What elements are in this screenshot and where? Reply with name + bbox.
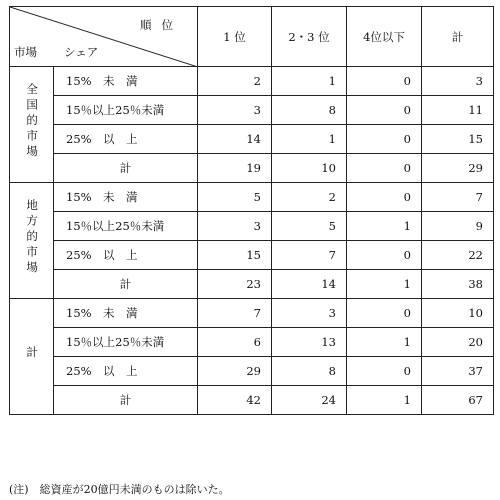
table-row	[10, 154, 494, 183]
share-cell: 25% 以 上	[54, 125, 198, 154]
table-row	[10, 212, 494, 241]
value-cell: 14	[272, 270, 347, 299]
value-cell: 29	[198, 357, 272, 386]
share-cell: 25% 以 上	[54, 241, 198, 270]
value-cell: 3	[272, 299, 347, 328]
value-cell: 9	[422, 212, 494, 241]
table-row	[10, 328, 494, 357]
value-cell: 0	[347, 154, 422, 183]
share-cell: 15% 未 満	[54, 299, 198, 328]
market-cell	[10, 299, 54, 415]
value-cell: 8	[272, 357, 347, 386]
value-cell: 3	[198, 212, 272, 241]
value-cell: 11	[422, 96, 494, 125]
value-cell: 1	[347, 328, 422, 357]
value-cell: 0	[347, 183, 422, 212]
value-cell: 15	[422, 125, 494, 154]
header-row	[10, 7, 494, 67]
market-cell	[10, 183, 54, 299]
value-cell: 24	[272, 386, 347, 415]
value-cell: 3	[198, 96, 272, 125]
table-row	[10, 96, 494, 125]
value-cell: 42	[198, 386, 272, 415]
share-label: シェア	[64, 45, 99, 59]
value-cell: 0	[347, 299, 422, 328]
value-cell: 2	[272, 183, 347, 212]
value-cell: 67	[422, 386, 494, 415]
market-name: 全国的市場	[25, 83, 40, 161]
ranking-share-table	[9, 6, 494, 415]
value-cell: 23	[198, 270, 272, 299]
table-row	[10, 386, 494, 415]
value-cell: 1	[272, 125, 347, 154]
value-cell: 5	[272, 212, 347, 241]
value-cell: 1	[347, 386, 422, 415]
share-cell: 15％以上25％未満	[54, 212, 198, 241]
value-cell: 8	[272, 96, 347, 125]
share-cell: 15％以上25％未満	[54, 96, 198, 125]
value-cell: 2	[198, 67, 272, 96]
value-cell: 22	[422, 241, 494, 270]
value-cell: 15	[198, 241, 272, 270]
value-cell: 1	[272, 67, 347, 96]
share-cell: 15% 未 満	[54, 67, 198, 96]
value-cell: 7	[422, 183, 494, 212]
footnote: (注) 総資産が20億円未満のものは除いた。	[9, 483, 230, 496]
table-row	[10, 270, 494, 299]
col-header-total: 計	[422, 7, 494, 67]
market-cell	[10, 67, 54, 183]
value-cell: 38	[422, 270, 494, 299]
share-cell: 計	[54, 154, 198, 183]
share-cell: 計	[54, 270, 198, 299]
table-row	[10, 357, 494, 386]
value-cell: 0	[347, 96, 422, 125]
table-row	[10, 299, 494, 328]
table-row	[10, 67, 494, 96]
value-cell: 20	[422, 328, 494, 357]
value-cell: 37	[422, 357, 494, 386]
value-cell: 29	[422, 154, 494, 183]
value-cell: 7	[272, 241, 347, 270]
value-cell: 3	[422, 67, 494, 96]
corner-header-cell	[10, 7, 198, 67]
value-cell: 0	[347, 67, 422, 96]
diagonal-line	[10, 7, 198, 67]
table-row	[10, 183, 494, 212]
table-row	[10, 241, 494, 270]
value-cell: 1	[347, 212, 422, 241]
share-cell: 計	[54, 386, 198, 415]
table-row	[10, 125, 494, 154]
value-cell: 13	[272, 328, 347, 357]
value-cell: 6	[198, 328, 272, 357]
col-header-rank2-3: 2・3 位	[272, 7, 347, 67]
share-cell: 15％以上25％未満	[54, 328, 198, 357]
value-cell: 10	[422, 299, 494, 328]
market-name: 計	[25, 346, 40, 362]
share-cell: 15% 未 満	[54, 183, 198, 212]
col-header-rank4-below: 4位以下	[347, 7, 422, 67]
value-cell: 14	[198, 125, 272, 154]
value-cell: 7	[198, 299, 272, 328]
value-cell: 0	[347, 125, 422, 154]
share-cell: 25% 以 上	[54, 357, 198, 386]
value-cell: 0	[347, 241, 422, 270]
value-cell: 19	[198, 154, 272, 183]
market-label: 市場	[14, 45, 37, 59]
value-cell: 0	[347, 357, 422, 386]
value-cell: 1	[347, 270, 422, 299]
value-cell: 10	[272, 154, 347, 183]
market-name: 地方的市場	[25, 199, 40, 277]
col-header-rank1: 1 位	[198, 7, 272, 67]
rank-label: 順位	[140, 18, 183, 32]
value-cell: 5	[198, 183, 272, 212]
